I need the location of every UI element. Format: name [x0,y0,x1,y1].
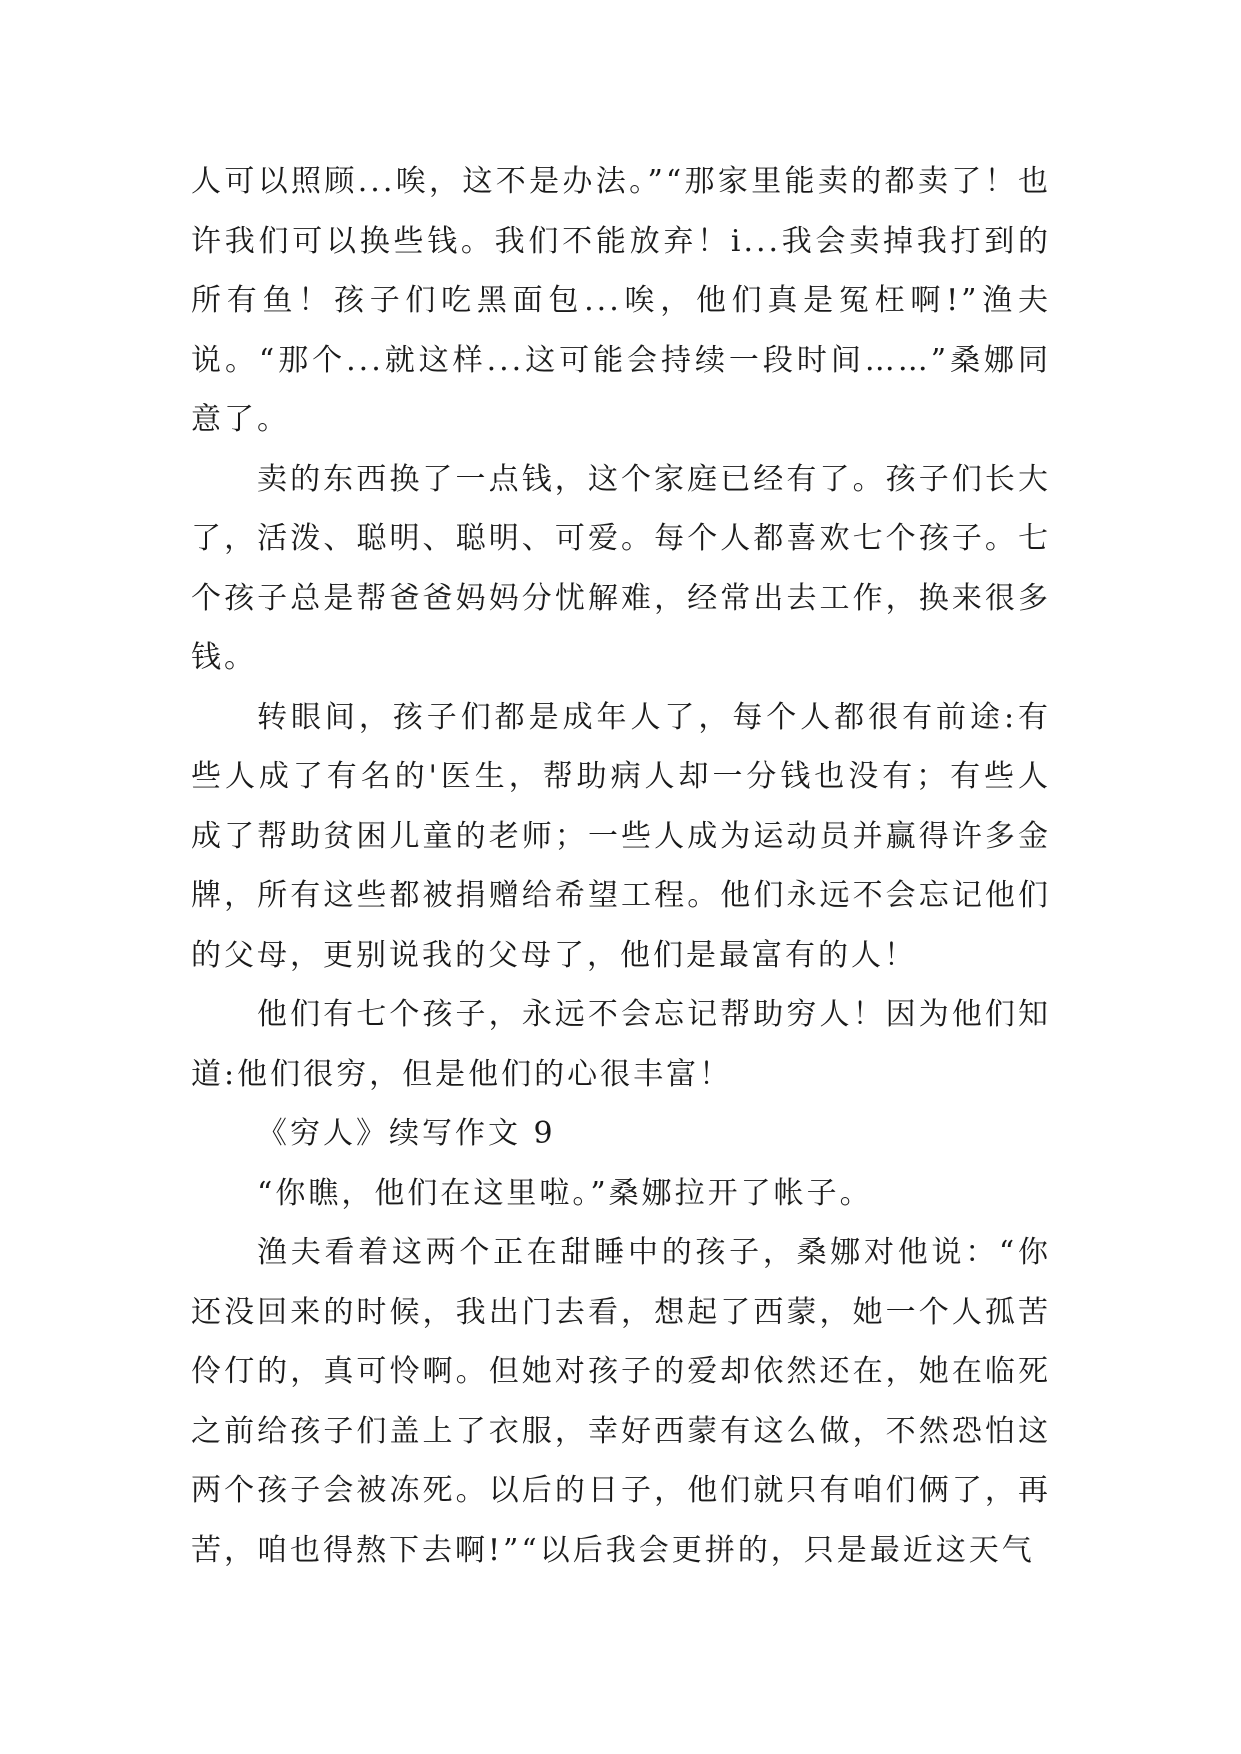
paragraph-curtain: “你瞧，他们在这里啦。”桑娜拉开了帐子。 [257,1175,873,1211]
paragraph-children-grown: 转眼间，孩子们都是成年人了，每个人都很有前途:有些人成了有名的'医生，帮助病人却一分钱也没有；有些人成了帮助贫困儿童的老师；一些人成为运动员并赢得许多金牌，所有这些都被捐赠给希望工程。他们永远不会忘记他们的父母，更别说我的父母了，他们是最富有的人！ [191,699,1051,973]
paragraph-continuation: 人可以照顾...唉，这不是办法。”“那家里能卖的都卖了！也许我们可以换些钱。我们不能放弃！i...我会卖掉我打到的所有鱼！孩子们吃黑面包...唉，他们真是冤枉啊!”渔夫说。“那个...就这样...这可能会持续一段时间……”桑娜同意了。 [191,164,1051,437]
paragraph-fisherman: 渔夫看着这两个正在甜睡中的孩子，桑娜对他说：“你还没回来的时候，我出门去看，想起了西蒙，她一个人孤苦伶仃的，真可怜啊。但她对孩子的爱却依然还在，她在临死之前给孩子们盖上了衣服，幸好西蒙有这么做，不然恐怕这两个孩子会被冻死。以后的日子，他们就只有咱们俩了，再苦，咱也得熬下去啊!”“以后我会更拼的，只是最近这天气 [191,1235,1051,1568]
paragraph-rich-hearts: 他们有七个孩子，永远不会忘记帮助穷人！因为他们知道:他们很穷，但是他们的心很丰富！ [191,997,1051,1092]
section-heading: 《穷人》续写作文 9 [257,1116,556,1151]
document-page [191,152,1051,1580]
paragraph-family-money: 卖的东西换了一点钱，这个家庭已经有了。孩子们长大了，活泼、聪明、聪明、可爱。每个人都喜欢七个孩子。七个孩子总是帮爸爸妈妈分忧解难，经常出去工作，换来很多钱。 [191,461,1051,675]
